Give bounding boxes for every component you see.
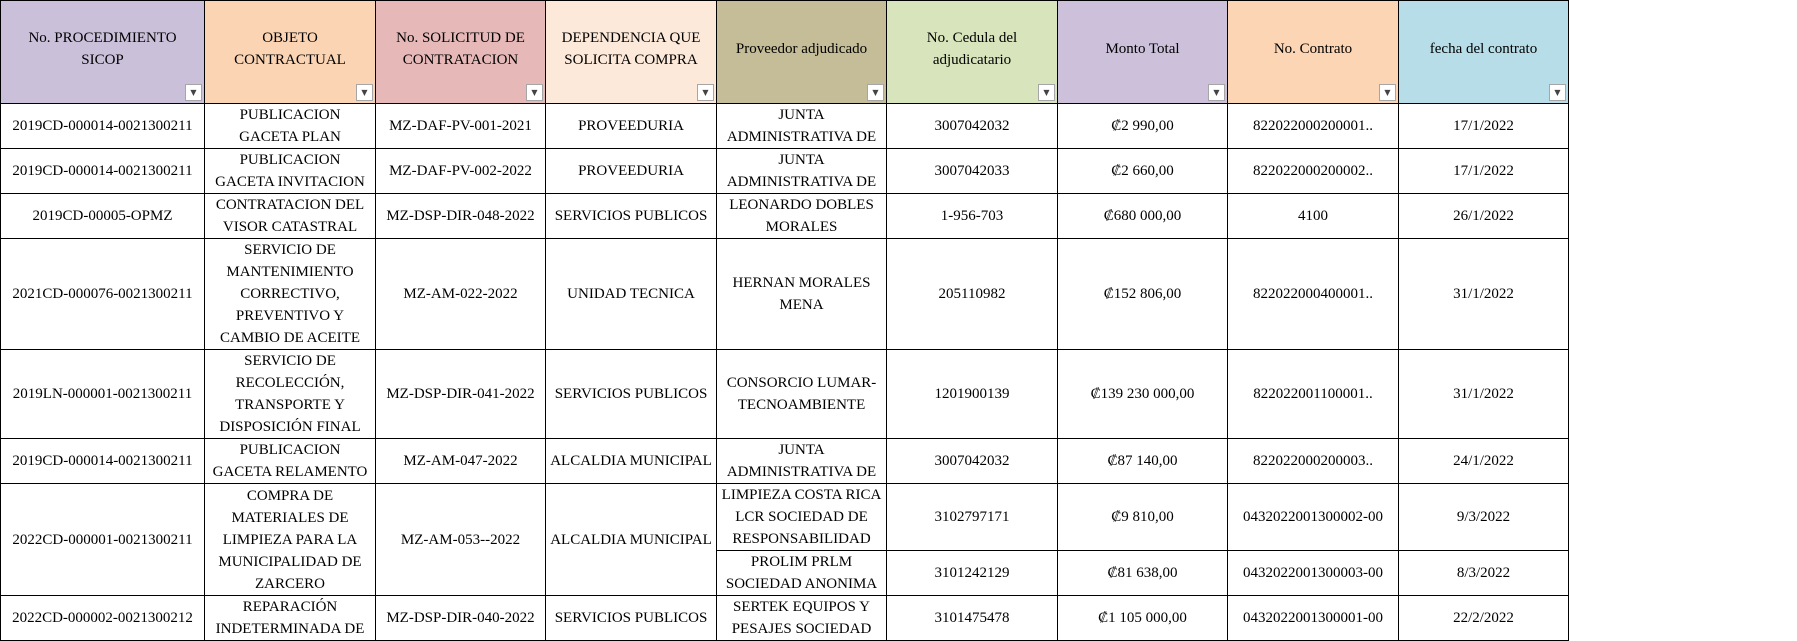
table-row bbox=[1, 104, 1569, 149]
filter-dropdown-icon[interactable]: ▼ bbox=[1549, 84, 1566, 101]
cell-proveedor[interactable]: HERNAN MORALES MENA bbox=[717, 239, 887, 350]
cell-proveedor[interactable]: JUNTA ADMINISTRATIVA DE bbox=[717, 439, 887, 484]
cell-objeto[interactable]: CONTRATACION DEL VISOR CATASTRAL bbox=[205, 194, 376, 239]
cell-fecha[interactable]: 22/2/2022 bbox=[1399, 596, 1569, 641]
cell-proveedor[interactable]: JUNTA ADMINISTRATIVA DE bbox=[717, 104, 887, 149]
cell-proveedor[interactable]: LEONARDO DOBLES MORALES bbox=[717, 194, 887, 239]
cell-objeto[interactable]: REPARACIÓN INDETERMINADA DE bbox=[205, 596, 376, 641]
cell-solicitud[interactable]: MZ-AM-022-2022 bbox=[376, 239, 546, 350]
cell-procedimiento[interactable]: 2022CD-000001-0021300211 bbox=[1, 484, 205, 596]
cell-monto[interactable]: ₡1 105 000,00 bbox=[1058, 596, 1228, 641]
cell-monto[interactable]: ₡680 000,00 bbox=[1058, 194, 1228, 239]
cell-fecha[interactable]: 17/1/2022 bbox=[1399, 149, 1569, 194]
cell-cedula[interactable]: 1201900139 bbox=[887, 350, 1058, 439]
table-row bbox=[1, 350, 1569, 439]
cell-objeto[interactable]: PUBLICACION GACETA INVITACION bbox=[205, 149, 376, 194]
header-cedula[interactable]: No. Cedula del adjudicatario ▼ bbox=[887, 1, 1058, 104]
cell-proveedor[interactable]: LIMPIEZA COSTA RICA LCR SOCIEDAD DE RESPONSABILIDAD bbox=[717, 484, 887, 551]
cell-monto[interactable]: ₡2 660,00 bbox=[1058, 149, 1228, 194]
cell-fecha[interactable]: 31/1/2022 bbox=[1399, 239, 1569, 350]
filter-dropdown-icon[interactable]: ▼ bbox=[867, 84, 884, 101]
cell-monto[interactable]: ₡81 638,00 bbox=[1058, 551, 1228, 596]
cell-solicitud[interactable]: MZ-AM-047-2022 bbox=[376, 439, 546, 484]
table-row bbox=[1, 484, 1569, 551]
cell-fecha[interactable]: 9/3/2022 bbox=[1399, 484, 1569, 551]
cell-cedula[interactable]: 1-956-703 bbox=[887, 194, 1058, 239]
cell-procedimiento[interactable]: 2019CD-000014-0021300211 bbox=[1, 149, 205, 194]
cell-contrato[interactable]: 4100 bbox=[1228, 194, 1399, 239]
cell-solicitud[interactable]: MZ-AM-053--2022 bbox=[376, 484, 546, 596]
cell-solicitud[interactable]: MZ-DSP-DIR-040-2022 bbox=[376, 596, 546, 641]
header-proveedor[interactable]: Proveedor adjudicado ▼ bbox=[717, 1, 887, 104]
cell-proveedor[interactable]: JUNTA ADMINISTRATIVA DE bbox=[717, 149, 887, 194]
cell-monto[interactable]: ₡87 140,00 bbox=[1058, 439, 1228, 484]
cell-dependencia[interactable]: SERVICIOS PUBLICOS bbox=[546, 596, 717, 641]
filter-dropdown-icon[interactable]: ▼ bbox=[1379, 84, 1396, 101]
header-objeto[interactable]: OBJETO CONTRACTUAL ▼ bbox=[205, 1, 376, 104]
header-dependencia[interactable]: DEPENDENCIA QUE SOLICITA COMPRA ▼ bbox=[546, 1, 717, 104]
cell-monto[interactable]: ₡9 810,00 bbox=[1058, 484, 1228, 551]
cell-monto[interactable]: ₡2 990,00 bbox=[1058, 104, 1228, 149]
header-fecha[interactable]: fecha del contrato ▼ bbox=[1399, 1, 1569, 104]
cell-solicitud[interactable]: MZ-DSP-DIR-048-2022 bbox=[376, 194, 546, 239]
header-row bbox=[1, 1, 1569, 104]
cell-solicitud[interactable]: MZ-DSP-DIR-041-2022 bbox=[376, 350, 546, 439]
cell-contrato[interactable]: 822022000200002.. bbox=[1228, 149, 1399, 194]
cell-cedula[interactable]: 3101475478 bbox=[887, 596, 1058, 641]
cell-contrato[interactable]: 822022000200001.. bbox=[1228, 104, 1399, 149]
cell-fecha[interactable]: 17/1/2022 bbox=[1399, 104, 1569, 149]
cell-fecha[interactable]: 26/1/2022 bbox=[1399, 194, 1569, 239]
cell-fecha[interactable]: 31/1/2022 bbox=[1399, 350, 1569, 439]
filter-dropdown-icon[interactable]: ▼ bbox=[526, 84, 543, 101]
table-row bbox=[1, 439, 1569, 484]
filter-dropdown-icon[interactable]: ▼ bbox=[1038, 84, 1055, 101]
cell-procedimiento[interactable]: 2019LN-000001-0021300211 bbox=[1, 350, 205, 439]
header-monto[interactable]: Monto Total ▼ bbox=[1058, 1, 1228, 104]
cell-dependencia[interactable]: ALCALDIA MUNICIPAL bbox=[546, 439, 717, 484]
cell-proveedor[interactable]: PROLIM PRLM SOCIEDAD ANONIMA bbox=[717, 551, 887, 596]
filter-dropdown-icon[interactable]: ▼ bbox=[1208, 84, 1225, 101]
cell-cedula[interactable]: 205110982 bbox=[887, 239, 1058, 350]
cell-objeto[interactable]: PUBLICACION GACETA PLAN bbox=[205, 104, 376, 149]
table-row bbox=[1, 596, 1569, 641]
cell-contrato[interactable]: 0432022001300001-00 bbox=[1228, 596, 1399, 641]
cell-procedimiento[interactable]: 2019CD-000014-0021300211 bbox=[1, 439, 205, 484]
cell-dependencia[interactable]: UNIDAD TECNICA bbox=[546, 239, 717, 350]
cell-procedimiento[interactable]: 2021CD-000076-0021300211 bbox=[1, 239, 205, 350]
cell-monto[interactable]: ₡152 806,00 bbox=[1058, 239, 1228, 350]
cell-dependencia[interactable]: SERVICIOS PUBLICOS bbox=[546, 194, 717, 239]
cell-fecha[interactable]: 24/1/2022 bbox=[1399, 439, 1569, 484]
cell-procedimiento[interactable]: 2019CD-000014-0021300211 bbox=[1, 104, 205, 149]
cell-dependencia[interactable]: SERVICIOS PUBLICOS bbox=[546, 350, 717, 439]
cell-proveedor[interactable]: CONSORCIO LUMAR-TECNOAMBIENTE bbox=[717, 350, 887, 439]
cell-cedula[interactable]: 3007042032 bbox=[887, 104, 1058, 149]
filter-dropdown-icon[interactable]: ▼ bbox=[697, 84, 714, 101]
filter-dropdown-icon[interactable]: ▼ bbox=[356, 84, 373, 101]
cell-dependencia[interactable]: ALCALDIA MUNICIPAL bbox=[546, 484, 717, 596]
cell-objeto[interactable]: COMPRA DE MATERIALES DE LIMPIEZA PARA LA MUNICIPALIDAD DE ZARCERO bbox=[205, 484, 376, 596]
cell-contrato[interactable]: 822022000400001.. bbox=[1228, 239, 1399, 350]
header-procedimiento[interactable]: No. PROCEDIMIENTO SICOP ▼ bbox=[1, 1, 205, 104]
cell-contrato[interactable]: 0432022001300002-00 bbox=[1228, 484, 1399, 551]
cell-cedula[interactable]: 3101242129 bbox=[887, 551, 1058, 596]
cell-solicitud[interactable]: MZ-DAF-PV-002-2022 bbox=[376, 149, 546, 194]
cell-fecha[interactable]: 8/3/2022 bbox=[1399, 551, 1569, 596]
cell-cedula[interactable]: 3007042032 bbox=[887, 439, 1058, 484]
table-row bbox=[1, 239, 1569, 350]
cell-objeto[interactable]: SERVICIO DE RECOLECCIÓN, TRANSPORTE Y DISPOSICIÓN FINAL bbox=[205, 350, 376, 439]
table-row bbox=[1, 194, 1569, 239]
cell-cedula[interactable]: 3007042033 bbox=[887, 149, 1058, 194]
cell-proveedor[interactable]: SERTEK EQUIPOS Y PESAJES SOCIEDAD bbox=[717, 596, 887, 641]
cell-cedula[interactable]: 3102797171 bbox=[887, 484, 1058, 551]
cell-procedimiento[interactable]: 2022CD-000002-0021300212 bbox=[1, 596, 205, 641]
cell-dependencia[interactable]: PROVEEDURIA bbox=[546, 104, 717, 149]
cell-objeto[interactable]: PUBLICACION GACETA RELAMENTO bbox=[205, 439, 376, 484]
cell-monto[interactable]: ₡139 230 000,00 bbox=[1058, 350, 1228, 439]
cell-solicitud[interactable]: MZ-DAF-PV-001-2021 bbox=[376, 104, 546, 149]
header-solicitud[interactable]: No. SOLICITUD DE CONTRATACION ▼ bbox=[376, 1, 546, 104]
cell-objeto[interactable]: SERVICIO DE MANTENIMIENTO CORRECTIVO, PREVENTIVO Y CAMBIO DE ACEITE bbox=[205, 239, 376, 350]
cell-dependencia[interactable]: PROVEEDURIA bbox=[546, 149, 717, 194]
table-row bbox=[1, 149, 1569, 194]
header-contrato[interactable]: No. Contrato ▼ bbox=[1228, 1, 1399, 104]
cell-contrato[interactable]: 0432022001300003-00 bbox=[1228, 551, 1399, 596]
filter-dropdown-icon[interactable]: ▼ bbox=[185, 84, 202, 101]
cell-contrato[interactable]: 822022000200003.. bbox=[1228, 439, 1399, 484]
cell-procedimiento[interactable]: 2019CD-00005-OPMZ bbox=[1, 194, 205, 239]
cell-contrato[interactable]: 822022001100001.. bbox=[1228, 350, 1399, 439]
